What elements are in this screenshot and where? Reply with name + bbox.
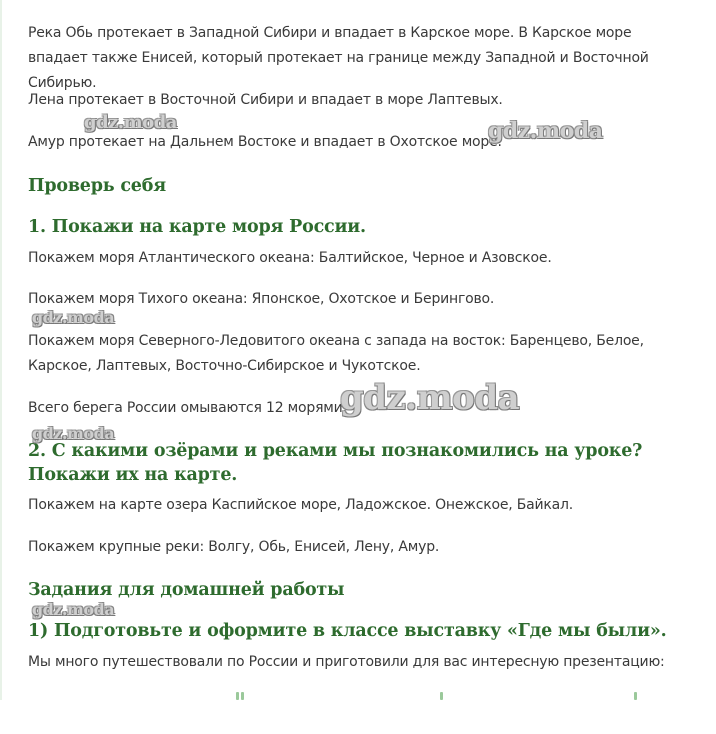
heading-question-1: 1. Покажи на карте моря России.: [28, 217, 366, 237]
watermark: gdz.moda: [32, 308, 115, 327]
paragraph-arctic-seas: Покажем моря Северного-Ледовитого океана с запада на восток: Баренцево, Белое, Карское, Лаптевых, Восточно-Сибирское и Чукотское.: [28, 333, 644, 374]
watermark: gdz.moda: [84, 112, 177, 133]
watermark: gdz.moda: [32, 600, 115, 619]
paragraph-presentation: Мы много путешествовали по России и приготовили для вас интересную презентацию:: [28, 654, 665, 670]
paragraph-lakes: Покажем на карте озера Каспийское море, Ладожское. Онежское, Байкал.: [28, 497, 574, 513]
heading-question-2: 2. С какими озёрами и реками мы познакомились на уроке? Покажи их на карте.: [28, 441, 643, 485]
page-left-border: [0, 0, 2, 700]
paragraph-pacific-seas: Покажем моря Тихого океана: Японское, Охотское и Берингово.: [28, 291, 495, 307]
clipped-text-line: [0, 692, 716, 700]
heading-homework: Задания для домашней работы: [28, 580, 345, 600]
watermark: gdz.moda: [32, 424, 115, 443]
heading-homework-1: 1) Подготовьте и оформите в классе выставку «Где мы были».: [28, 621, 667, 641]
paragraph-amur-river: Амур протекает на Дальнем Востоке и впадает в Охотское море.: [28, 134, 502, 150]
paragraph-total-seas: Всего берега России омываются 12 морями.: [28, 400, 347, 416]
heading-check-yourself: Проверь себя: [28, 176, 166, 196]
paragraph-atlantic-seas: Покажем моря Атлантического океана: Балтийское, Черное и Азовское.: [28, 250, 552, 266]
paragraph-rivers: Покажем крупные реки: Волгу, Обь, Енисей, Лену, Амур.: [28, 539, 440, 555]
watermark: gdz.moda: [488, 118, 603, 144]
watermark: gdz.moda: [340, 378, 520, 418]
paragraph-lena-river: Лена протекает в Восточной Сибири и впадает в море Лаптевых.: [28, 92, 503, 108]
paragraph-ob-river: Река Обь протекает в Западной Сибири и впадает в Карское море. В Карское море впадает также Енисей, который протекает на границе между Западной и Восточной Сибирью.: [28, 25, 649, 91]
